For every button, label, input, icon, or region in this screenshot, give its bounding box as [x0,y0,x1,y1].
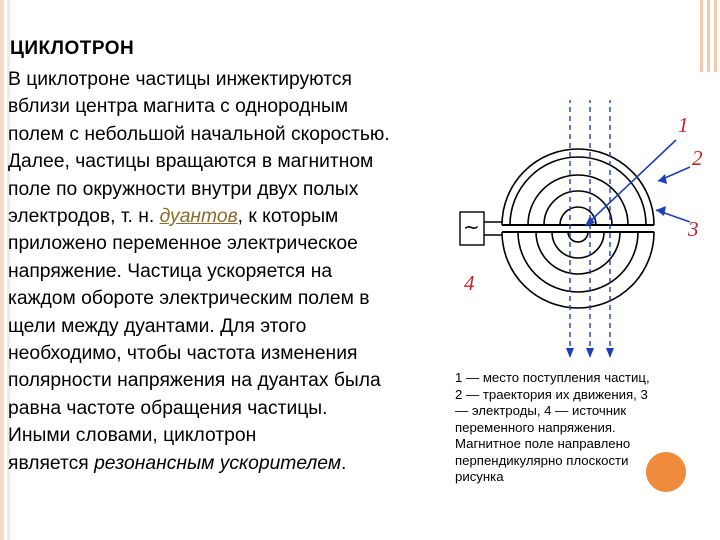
caption-line: рисунка [455,469,504,484]
label-3: 3 [688,217,699,241]
body-line: напряжение. Частица ускоряется на [8,260,333,282]
body-line: равна частоте обращения частицы. [8,397,328,419]
caption-line: 2 — траектория их движения, 3 [455,386,648,402]
cyclotron-diagram [450,100,720,365]
body-line: Иными словами, циклотрон [8,425,257,447]
body-line: поле по окружности внутри двух полых [8,178,359,200]
caption-line: 1 — место поступления частиц, [455,370,650,385]
caption-line: переменного напряжения. [455,419,616,435]
slide-title: ЦИКЛОТРОН [10,38,135,59]
caption-line: Магнитное поле направлено [455,436,631,451]
caption-line: — электроды, 4 — источник [455,403,627,418]
body-line [8,203,458,230]
duant-link[interactable]: дуантов [159,206,238,228]
body-line: В циклотроне частицы инжектируются [8,69,352,90]
body-line: щели между дуантами. Для этого [8,315,307,337]
body-line: необходимо, чтобы частота изменения [8,343,358,365]
upper-dee [502,149,654,225]
body-line: Далее, частицы вращаются в магнитном [8,151,374,173]
body-fragment: электродов, т. н. [8,206,160,228]
ac-source-symbol: ~ [463,215,480,239]
body-fragment: . [341,452,347,474]
body-fragment: , к которым [237,206,339,228]
body-line: приложено переменное электрическое [8,233,358,255]
body-line [8,450,458,477]
lower-dee [502,232,654,308]
top-right-decoration [700,0,720,72]
resonant-accelerator-term: резонансным ускорителем [94,452,342,474]
body-line: полем с небольшой начальной скоростью. [8,123,390,145]
label-4: 4 [464,271,475,295]
label-2: 2 [692,146,703,170]
body-fragment: является [8,452,95,474]
body-text [8,66,458,477]
body-line: полярности напряжения на дуантах была [8,370,381,392]
label-1: 1 [678,113,689,137]
field-arrowheads [566,348,614,358]
decorative-dot [646,452,686,492]
body-line: вблизи центра магнита с однородным [8,96,349,118]
caption-line: перпендикулярно плоскости [455,452,629,468]
body-line: каждом обороте электрическим полем в [8,288,370,310]
